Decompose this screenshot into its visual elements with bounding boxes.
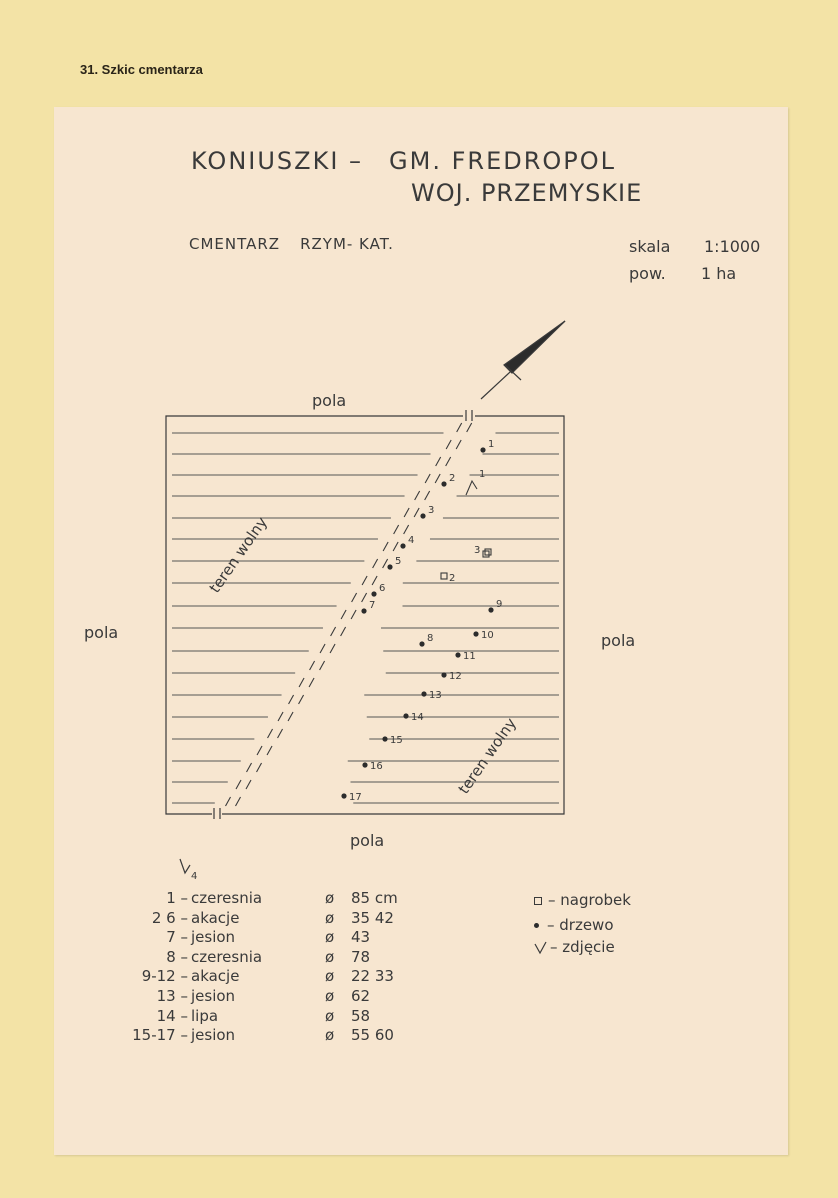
scale-label: skala	[629, 237, 671, 256]
grave-marker	[441, 573, 455, 584]
tree-number-label: 17	[349, 792, 362, 803]
legend-tree-number: 2 6 –	[151, 908, 188, 927]
tree-number-label: 12	[449, 671, 462, 682]
alley-dash	[236, 780, 241, 789]
alley-dash	[278, 729, 283, 738]
legend-diameter: 22 33	[351, 967, 394, 986]
alley-dash	[226, 797, 231, 806]
legend-species: czeresnia	[191, 889, 263, 907]
alley-dash	[383, 542, 388, 551]
cemetery-boundary	[166, 416, 463, 814]
tree-dot-icon	[534, 923, 539, 928]
alley-dash	[414, 508, 419, 517]
alley-dash	[467, 423, 472, 432]
caption: 31. Szkic cmentarza	[80, 62, 203, 77]
legend-tree-number: 9-12 –	[141, 967, 188, 986]
alley-dash	[373, 559, 378, 568]
legend-diameter-symbol: ø	[325, 1006, 335, 1025]
tree-number-label: 11	[463, 651, 476, 662]
legend-diameter-symbol: ø	[325, 908, 335, 927]
alley-dash	[435, 474, 440, 483]
alley-dash	[288, 712, 293, 721]
legend-species: czeresnia	[191, 947, 263, 966]
alley-dash	[330, 644, 335, 653]
alley-dash	[246, 780, 251, 789]
tree-marker	[441, 473, 455, 487]
alley-dash	[309, 678, 314, 687]
grave-marker-box	[485, 549, 491, 555]
legend-tree-number: 7 –	[166, 928, 188, 947]
symbol-grave-label: – nagrobek	[548, 891, 631, 909]
tree-number-label: 8	[427, 633, 434, 644]
legend-diameter: 58	[351, 1006, 371, 1025]
title-commune: GM. FREDROPOL	[389, 147, 617, 175]
symbol-row-tree	[534, 916, 614, 934]
alley-dash	[456, 440, 461, 449]
legend-species: jesion	[191, 987, 236, 1005]
alley-dash	[404, 508, 409, 517]
alley-dash	[425, 474, 430, 483]
legend-diameter: 35 42	[351, 908, 394, 927]
alley-dash	[362, 593, 367, 602]
alley-dash	[247, 763, 252, 772]
legend-tree-number: 14 –	[156, 1006, 188, 1025]
surrounding-left-label: pola	[84, 623, 119, 642]
tree-marker	[371, 583, 385, 597]
alley-dash	[341, 627, 346, 636]
surrounding-bottom-label: pola	[350, 831, 385, 850]
legend-tree-number: 13 –	[156, 987, 188, 1005]
tree-marker	[361, 600, 375, 614]
tree-number-label: 5	[395, 556, 402, 567]
title-place: KONIUSZKI –	[191, 147, 364, 175]
alley-dash	[351, 610, 356, 619]
lower-free-area-label: teren wolny	[454, 714, 521, 798]
alley-dash	[415, 491, 420, 500]
map-title-line2: WOJ. PRZEMYSKIE	[411, 179, 643, 207]
upper-free-area-label: teren wolny	[205, 513, 272, 597]
alley-dash	[436, 457, 441, 466]
tree-marker	[420, 505, 434, 519]
tree-marker	[387, 556, 401, 570]
surrounding-right-label: pola	[601, 631, 636, 650]
legend-diameter: 55 60	[351, 1026, 394, 1045]
legend-species: lipa	[191, 1006, 219, 1025]
alley-dash	[404, 525, 409, 534]
alley-dash	[299, 678, 304, 687]
alley-dash	[425, 491, 430, 500]
alley-dash	[257, 746, 262, 755]
tree-marker	[400, 535, 414, 549]
legend-diameter-symbol: ø	[325, 889, 335, 907]
subtitle-denomination: RZYM- KAT.	[300, 235, 394, 253]
symbol-tree-label: – drzewo	[547, 916, 614, 934]
north-arrow-icon	[481, 321, 565, 399]
tree-number-label: 3	[428, 505, 435, 516]
tree-marker	[441, 671, 461, 682]
tree-marker	[473, 630, 493, 641]
legend-tree-number: 15-17 –	[132, 1026, 188, 1045]
tree-number-label: 2	[449, 473, 456, 484]
tree-number-label: 7	[369, 600, 376, 611]
alley-dash	[331, 627, 336, 636]
alley-dash	[383, 559, 388, 568]
tree-marker	[382, 735, 402, 746]
svg-text:4: 4	[191, 871, 198, 882]
photo-number-label: 1	[479, 469, 486, 480]
alley-dash	[320, 644, 325, 653]
legend-species: jesion	[191, 928, 236, 947]
tree-number-label: 1	[488, 439, 495, 450]
alley-dash	[236, 797, 241, 806]
alley-dash	[267, 746, 272, 755]
legend-diameter: 43	[351, 928, 371, 947]
tree-marker	[403, 712, 423, 723]
grave-number-label: 2	[449, 573, 456, 584]
legend-species: jesion	[191, 1026, 236, 1045]
alley-dash	[341, 610, 346, 619]
alley-dash	[372, 576, 377, 585]
legend-species: akacje	[191, 967, 240, 986]
surrounding-top-label: pola	[312, 391, 347, 410]
alley-dash	[320, 661, 325, 670]
legend-diameter: 62	[351, 987, 371, 1005]
alley-dash	[393, 542, 398, 551]
tree-number-label: 13	[429, 690, 442, 701]
tree-marker	[341, 792, 361, 803]
legend-diameter-symbol: ø	[325, 947, 335, 966]
alley-dash	[278, 712, 283, 721]
tree-marker	[421, 690, 441, 701]
legend-diameter-symbol: ø	[325, 928, 335, 947]
tree-number-label: 16	[370, 761, 383, 772]
tree-marker	[362, 761, 382, 772]
tree-marker	[480, 439, 494, 453]
legend-photo-marker-icon	[174, 855, 204, 883]
alley-dash	[394, 525, 399, 534]
subtitle-cemetery: CMENTARZ	[189, 235, 281, 253]
symbol-row-photo	[534, 938, 615, 956]
tree-marker	[419, 633, 433, 647]
tree-number-label: 6	[379, 583, 386, 594]
legend-diameter: 78	[351, 947, 371, 966]
photo-arrow-icon	[534, 940, 550, 956]
legend-diameter-symbol: ø	[325, 987, 335, 1005]
legend-tree-number: 8 –	[166, 947, 188, 966]
grave-number-label: 3	[474, 545, 481, 556]
alley-dash	[310, 661, 315, 670]
legend-tree-number: 1 –	[166, 889, 188, 907]
tree-marker	[455, 651, 475, 662]
alley-dash	[457, 423, 462, 432]
tree-number-label: 10	[481, 630, 494, 641]
symbol-row-grave	[534, 891, 631, 909]
alley-dash	[289, 695, 294, 704]
photo-marker	[466, 469, 485, 495]
tree-number-label: 14	[411, 712, 424, 723]
tree-number-label: 15	[390, 735, 403, 746]
alley-dash	[446, 440, 451, 449]
legend-diameter-symbol: ø	[325, 1026, 335, 1045]
alley-dash	[362, 576, 367, 585]
alley-dash	[446, 457, 451, 466]
tree-number-label: 9	[496, 599, 503, 610]
legend-species: akacje	[191, 908, 240, 927]
grave-square-icon	[534, 897, 542, 905]
alley-dash	[299, 695, 304, 704]
area-label: pow.	[629, 264, 666, 283]
legend-diameter: 85 cm	[351, 889, 398, 907]
alley-dash	[257, 763, 262, 772]
area-value: 1 ha	[701, 264, 737, 283]
map-sheet	[54, 107, 788, 1155]
legend-diameter-symbol: ø	[325, 967, 335, 986]
symbol-photo-label: – zdjęcie	[550, 938, 615, 956]
scale-value: 1:1000	[704, 237, 761, 256]
tree-number-label: 4	[408, 535, 415, 546]
alley-dash	[352, 593, 357, 602]
alley-dash	[268, 729, 273, 738]
